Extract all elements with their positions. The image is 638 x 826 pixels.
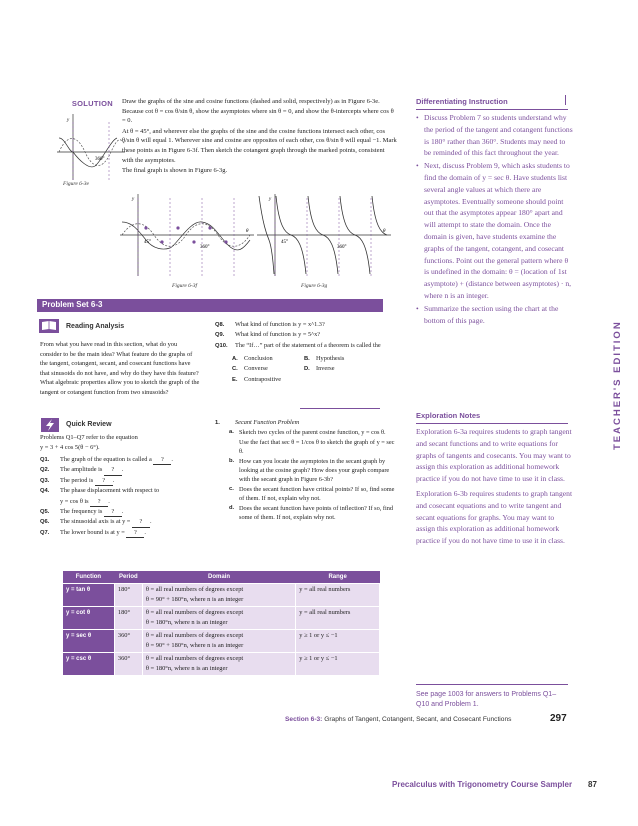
section-number: Section 6-3: <box>285 716 323 723</box>
question-end: . <box>108 497 110 505</box>
divider <box>416 423 568 424</box>
book-icon <box>38 318 60 334</box>
quick-review-equation: y = 3 + 4 cos 5(θ − 6°). <box>40 443 100 451</box>
question-end: . <box>112 476 115 484</box>
exploration-notes-head: Exploration Notes <box>416 411 481 420</box>
question-number: Q4. <box>40 488 50 495</box>
quick-review-intro <box>40 433 200 452</box>
sampler-page: 87 <box>588 780 597 789</box>
table-cell-range: y = all real numbers <box>296 583 380 606</box>
table-cell-domain <box>142 583 295 606</box>
solution-paragraph: Draw the graphs of the sine and cosine functions (dashed and solid, respectively) as in Figure 6-3e. Because cot θ = cos θ/sin θ, show the asymptotes where sin θ = 0, and show the θ-intercepts where cos θ = 0. <box>122 98 394 125</box>
question-end: . <box>149 518 152 526</box>
fig-e-axis-y: y <box>67 118 70 123</box>
part-text: Sketch two cycles of the parent cosine function, y = cos θ. Use the fact that sec θ = 1/cos θ to sketch the graph of y = sec θ. <box>239 429 395 456</box>
table-cell-period: 360° <box>114 652 142 675</box>
part-letter: c. <box>229 485 234 492</box>
figure-caption: Figure 6-3g <box>301 283 328 289</box>
fig-e-tick: 360° <box>95 157 105 162</box>
table-cell-function: y = tan θ <box>63 583 115 606</box>
table-cell-period: 180° <box>114 606 142 629</box>
answer-blank: ? <box>104 507 122 517</box>
question-text: What kind of function is y = 5^x? <box>235 331 321 339</box>
section-title: Graphs of Tangent, Cotangent, Secant, and Cosecant Functions <box>324 716 512 723</box>
fig-f-tick2: 360° <box>200 245 210 250</box>
question-number: Q10. <box>215 342 228 349</box>
choice-item <box>304 354 376 364</box>
domain-line: θ = all real numbers of degrees except <box>145 654 244 662</box>
problem-part <box>215 428 395 456</box>
table-header: Function <box>63 571 115 583</box>
table-cell-domain <box>142 606 295 629</box>
choice-text: Converse <box>244 365 268 373</box>
diff-instruction-head: Differentiating Instruction <box>416 97 508 106</box>
problem-part <box>215 504 395 523</box>
answer-blank: ? <box>132 517 150 527</box>
question-text: What kind of function is y = x^1.3? <box>235 321 325 328</box>
table-header: Domain <box>142 571 295 583</box>
table-cell-function: y = sec θ <box>63 629 115 652</box>
quick-review-item <box>40 497 210 507</box>
diff-instruction-item: • Discuss Problem 7 so students understand why the period of the tangent and cotangent functions is 180° rather than 360°. Students may need to be reminded of this fact throughout the year. <box>416 112 574 159</box>
domain-line: θ = all real numbers of degrees except <box>145 585 244 593</box>
fig-f-axis-y: y <box>132 197 135 202</box>
diff-instruction-item: • Next, discuss Problem 9, which asks students to find the domain of y = sec θ. Have students list several angle values at which there are asymptotes. Eventually someone should point out that the asymptotes appear 180° apart and will attempt to state the domain. Once the domain is given, have students examine the graphs of the tangent, cotangent, and cosecant functions. Point out the general pattern where θ is undefined in the domain: θ = (location of 1st asymptote) + (distance between asymptotes) · n, where n is an integer. <box>416 160 574 302</box>
question-end: . <box>121 508 124 516</box>
answer-blank: ? <box>90 497 108 507</box>
answer-blank: ? <box>104 465 122 475</box>
part-text: Does the secant function have points of inflection? If so, find some of them. If not, explain why not. <box>239 504 394 522</box>
quick-review-item <box>40 455 210 465</box>
diff-instruction-item: • Summarize the section using the chart at the bottom of this page. <box>416 303 574 327</box>
domain-line: θ = 180°n, where n is an integer <box>145 664 228 672</box>
quick-review-item <box>40 517 210 527</box>
lightning-icon <box>40 417 60 433</box>
section-footer <box>285 716 511 723</box>
fig-g-tick2: 360° <box>337 245 347 250</box>
choice-text: Contrapositive <box>244 375 282 383</box>
sampler-title: Precalculus with Trigonometry Course Sampler <box>392 780 573 789</box>
problem-1 <box>215 418 395 522</box>
domain-line: θ = 90° + 180°n, where n is an integer <box>145 641 244 649</box>
table-cell-period: 360° <box>114 629 142 652</box>
choice-letter: C. <box>232 366 238 373</box>
table-cell-range: y ≥ 1 or y ≤ −1 <box>296 629 380 652</box>
table-row <box>63 652 380 675</box>
table-header: Range <box>296 571 380 583</box>
quick-review-intro-line: Problems Q1–Q7 refer to the equation <box>40 434 138 441</box>
page-number: 297 <box>550 713 567 724</box>
domain-line: θ = all real numbers of degrees except <box>145 608 244 616</box>
table-row <box>63 606 380 629</box>
part-letter: a. <box>229 429 234 436</box>
problem-title: Secant Function Problem <box>235 419 300 426</box>
table-cell-function: y = csc θ <box>63 652 115 675</box>
solution-text <box>122 97 397 177</box>
question-end: . <box>171 456 173 463</box>
question-number: Q8. <box>215 322 225 328</box>
fig-g-tick1: 45° <box>281 240 288 245</box>
table-row <box>63 583 380 606</box>
reading-analysis-head: Reading Analysis <box>66 323 125 330</box>
question-item <box>215 341 395 351</box>
table-header: Period <box>114 571 142 583</box>
question-number: Q9. <box>215 332 225 339</box>
choice-item <box>232 375 304 385</box>
quick-review-item <box>40 528 210 538</box>
teachers-edition-label: TEACHER'S EDITION <box>612 320 623 450</box>
exploration-notes <box>416 426 574 547</box>
question-text: The amplitude is <box>60 466 104 474</box>
figure-caption: Figure 6-3f <box>172 283 197 289</box>
quick-review-item <box>40 507 210 517</box>
table-cell-domain <box>142 629 295 652</box>
part-letter: b. <box>229 457 235 464</box>
choice-item <box>304 364 376 374</box>
choice-item <box>232 354 304 364</box>
question-number: Q3. <box>40 477 50 484</box>
figure-6-3g <box>255 190 395 280</box>
solution-label: SOLUTION <box>71 99 113 108</box>
fig-f-axis-x: θ <box>246 229 249 234</box>
problem-set-title: Problem Set 6-3 <box>37 299 383 312</box>
table-cell-function: y = cot θ <box>63 606 115 629</box>
question-text: The phase displacement with respect to <box>60 487 160 495</box>
choice-letter: A. <box>232 356 238 362</box>
table-cell-range: y = all real numbers <box>296 606 380 629</box>
fig-f-tick1: 45° <box>144 240 151 245</box>
divider <box>300 408 380 409</box>
table-cell-period: 180° <box>114 583 142 606</box>
figure-6-3e <box>55 112 127 182</box>
choice-letter: B. <box>304 356 310 362</box>
question-text: The frequency is <box>60 508 104 516</box>
answer-blank: ? <box>153 455 171 465</box>
quick-review-item <box>40 465 210 475</box>
figure-6-3f <box>118 190 258 280</box>
questions-q8-q10 <box>215 320 395 351</box>
table-row <box>63 629 380 652</box>
question-end: . <box>144 528 146 536</box>
fig-g-axis-y: y <box>269 197 272 202</box>
diff-instruction-list <box>416 112 574 327</box>
choice-text: Inverse <box>316 365 335 373</box>
problem-parts <box>215 428 395 522</box>
exploration-paragraph: Exploration 6-3b requires students to graph tangent and cosecant equations and to write tangent and secant equations for graphs. You may want to assign this exploration as additional homework practice if you do not have time to use it in class. <box>416 488 573 546</box>
question-text: The sinusoidal axis is at y = <box>60 518 132 526</box>
quick-review-head: Quick Review <box>66 421 112 428</box>
solution-paragraph: At θ = 45°, and wherever else the graphs of the sine and the cosine functions intersect each other, cos θ/sin θ will equal 1. Wherever sine and cosine are opposites of each other, cos θ/sin θ will equal −1. Mark these points as in Figure 6-3f. Then sketch the cotangent graph through the marked points, consistent with the asymptotes. <box>122 127 397 164</box>
choice-letter: E. <box>232 376 238 383</box>
divider <box>416 684 568 685</box>
question-text: The period is <box>60 476 95 484</box>
question-number: Q2. <box>40 467 50 474</box>
part-text: How can you locate the asymptotes in the secant graph by looking at the cosine graph? How does your graph compare with the secant graph in Figure 6-3b? <box>239 457 390 484</box>
quick-review-item <box>40 486 210 496</box>
question-number: Q7. <box>40 529 50 536</box>
answers-note: See page 1003 for answers to Problems Q1– Q10 and Problem 1. <box>416 691 557 708</box>
domain-line: θ = all real numbers of degrees except <box>145 631 244 639</box>
question-text: The graph of the equation is called a <box>60 456 154 463</box>
question-number: Q5. <box>40 509 50 516</box>
part-text: Does the secant function have critical points? If so, find some of them. If not, explain why not. <box>239 485 395 503</box>
choice-text: Conclusion <box>244 355 273 362</box>
problem-part <box>215 485 395 504</box>
question-number: Q1. <box>40 457 50 463</box>
choice-list <box>232 354 392 385</box>
choice-letter: D. <box>304 366 310 373</box>
summary-table <box>62 571 380 676</box>
question-text: The lower bound is at y = <box>60 528 127 536</box>
choice-item <box>232 364 304 374</box>
question-text: The “If…” part of the statement of a theorem is called the <box>235 341 381 349</box>
choice-text: Hypothesis <box>316 355 345 362</box>
divider <box>416 109 568 110</box>
question-end: . <box>121 466 124 474</box>
figure-caption: Figure 6-3e <box>63 181 89 187</box>
exploration-paragraph: Exploration 6-3a requires students to graph tangent and secant functions and to write equations for graphs of tangents and cosecants. You may want to assign this exploration as additional homework practice if you do not have time to use it in class. <box>416 427 572 484</box>
answer-blank: ? <box>126 528 144 538</box>
domain-line: θ = 180°n, where n is an integer <box>145 618 228 626</box>
quick-review-item <box>40 476 210 486</box>
fig-g-axis-x: θ <box>383 229 386 234</box>
quick-review-list <box>40 455 210 538</box>
domain-line: θ = 90° + 180°n, where n is an integer <box>145 595 244 603</box>
solution-paragraph: The final graph is shown in Figure 6-3g. <box>122 167 228 175</box>
problem-part <box>215 457 395 485</box>
question-number: Q6. <box>40 519 50 526</box>
reading-analysis-text: From what you have read in this section, what do you consider to be the main idea? What feature do the graphs of the tangent, cotangent, secant, and cosecant functions have that sinusoids do not have, and why do they have this feature? What algebraic properties allow you to sketch the graph of the tangent or cotangent function from two sinusoids? <box>40 341 200 396</box>
table-cell-domain <box>142 652 295 675</box>
question-text: y = cos θ is <box>60 497 91 505</box>
question-item <box>215 320 395 330</box>
question-item <box>215 330 395 340</box>
answer-blank: ? <box>95 476 113 486</box>
problem-number: 1. <box>215 420 220 426</box>
table-cell-range: y ≥ 1 or y ≤ −1 <box>296 652 380 675</box>
part-letter: d. <box>229 504 235 511</box>
